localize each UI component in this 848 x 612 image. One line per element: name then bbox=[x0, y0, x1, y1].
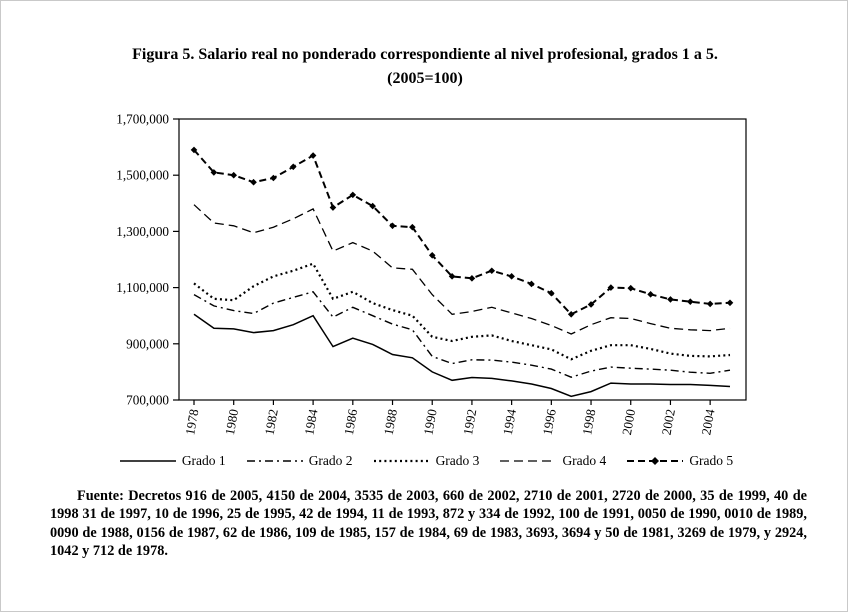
figure-title-line2: (2005=100) bbox=[387, 70, 463, 87]
plot-border bbox=[179, 119, 746, 400]
series-grado-3 bbox=[194, 264, 730, 360]
x-tick-label: 1982 bbox=[261, 407, 281, 437]
x-tick-label: 1980 bbox=[221, 407, 242, 437]
legend-label: Grado 2 bbox=[308, 453, 353, 468]
diamond-marker bbox=[627, 285, 634, 292]
series-line bbox=[194, 292, 730, 377]
legend-line-sample bbox=[119, 455, 177, 467]
salary-line-chart bbox=[81, 113, 771, 461]
legend-label: Grado 1 bbox=[181, 453, 226, 468]
x-tick-label: 1986 bbox=[340, 407, 361, 437]
y-tick-label: 1,100,000 bbox=[116, 280, 169, 296]
series-grado-1 bbox=[194, 314, 730, 396]
diamond-marker bbox=[528, 281, 535, 288]
source-note: Fuente: Decretos 916 de 2005, 4150 de 2004, 3535 de 2003, 660 de 2002, 2710 de 2001, 2720 de 2000, 35 de 1999, 40 de 1998 31 de 1997, 10 de 1996, 25 de 1995, 42 de 1994, 11 de 1993, 872 y 334 de 1992, 100 de 1991, 0050 de 1990, 0010 de 1989, 0090 de 1988, 0156 de 1987, 62 de 1986, 109 de 1985, 157 de 1984, 69 de 1983, 3693, 3694 y 50 de 1981, 3269 de 1979, y 2924, 1042 y 712 de 1978. bbox=[50, 488, 807, 560]
diamond-marker bbox=[330, 204, 337, 211]
legend-line-sample bbox=[626, 455, 684, 467]
diamond-marker bbox=[488, 267, 495, 274]
y-axis bbox=[116, 113, 179, 408]
diamond-marker bbox=[250, 179, 257, 186]
x-tick-label: 1998 bbox=[579, 407, 599, 437]
diamond-marker bbox=[389, 222, 396, 229]
series-line bbox=[194, 205, 730, 334]
y-tick-label: 1,500,000 bbox=[116, 167, 169, 183]
diamond-marker bbox=[707, 301, 714, 308]
x-tick-label: 1994 bbox=[499, 407, 520, 437]
legend-diamond-marker bbox=[651, 457, 659, 465]
legend-item-grado-4 bbox=[499, 453, 606, 469]
x-tick-label: 1978 bbox=[182, 407, 202, 437]
series-grado-5 bbox=[191, 147, 734, 318]
figure-title bbox=[1, 43, 848, 91]
legend-line-sample bbox=[246, 455, 304, 467]
y-tick-label: 900,000 bbox=[126, 336, 169, 352]
diamond-marker bbox=[548, 290, 555, 297]
x-tick-label: 1992 bbox=[460, 407, 480, 437]
chart-area bbox=[81, 113, 771, 461]
x-tick-label: 1988 bbox=[380, 407, 400, 437]
x-axis bbox=[182, 400, 718, 436]
diamond-marker bbox=[568, 311, 575, 318]
series-line bbox=[194, 314, 730, 396]
legend-label: Grado 3 bbox=[435, 453, 480, 468]
series-grado-4 bbox=[194, 205, 730, 334]
x-tick-label: 1996 bbox=[539, 407, 559, 437]
legend-label: Grado 5 bbox=[689, 453, 734, 468]
diamond-marker bbox=[508, 273, 515, 280]
figure-title-line1: Figura 5. Salario real no ponderado correspondiente al nivel profesional, grados 1 a 5. bbox=[132, 46, 718, 63]
legend-line-sample bbox=[499, 455, 557, 467]
x-tick-label: 2004 bbox=[698, 407, 718, 437]
diamond-marker bbox=[230, 172, 237, 179]
series-line bbox=[194, 264, 730, 360]
diamond-marker bbox=[469, 275, 476, 282]
x-tick-label: 1984 bbox=[301, 407, 321, 437]
series-grado-2 bbox=[194, 292, 730, 377]
y-tick-label: 1,300,000 bbox=[116, 223, 169, 239]
y-tick-label: 1,700,000 bbox=[116, 113, 169, 127]
diamond-marker bbox=[667, 296, 674, 303]
x-tick-label: 2002 bbox=[658, 407, 678, 437]
series-line bbox=[194, 150, 730, 314]
diamond-marker bbox=[727, 299, 734, 306]
legend-item-grado-2 bbox=[246, 453, 353, 469]
y-tick-label: 700,000 bbox=[126, 392, 169, 408]
x-tick-label: 1990 bbox=[420, 407, 440, 437]
diamond-marker bbox=[647, 291, 654, 298]
chart-legend bbox=[81, 453, 771, 469]
legend-item-grado-5 bbox=[626, 453, 733, 469]
legend-item-grado-1 bbox=[119, 453, 226, 469]
legend-label: Grado 4 bbox=[562, 453, 607, 468]
diamond-marker bbox=[687, 298, 694, 305]
x-tick-label: 2000 bbox=[618, 407, 639, 437]
legend-item-grado-3 bbox=[373, 453, 480, 469]
legend-line-sample bbox=[373, 455, 431, 467]
